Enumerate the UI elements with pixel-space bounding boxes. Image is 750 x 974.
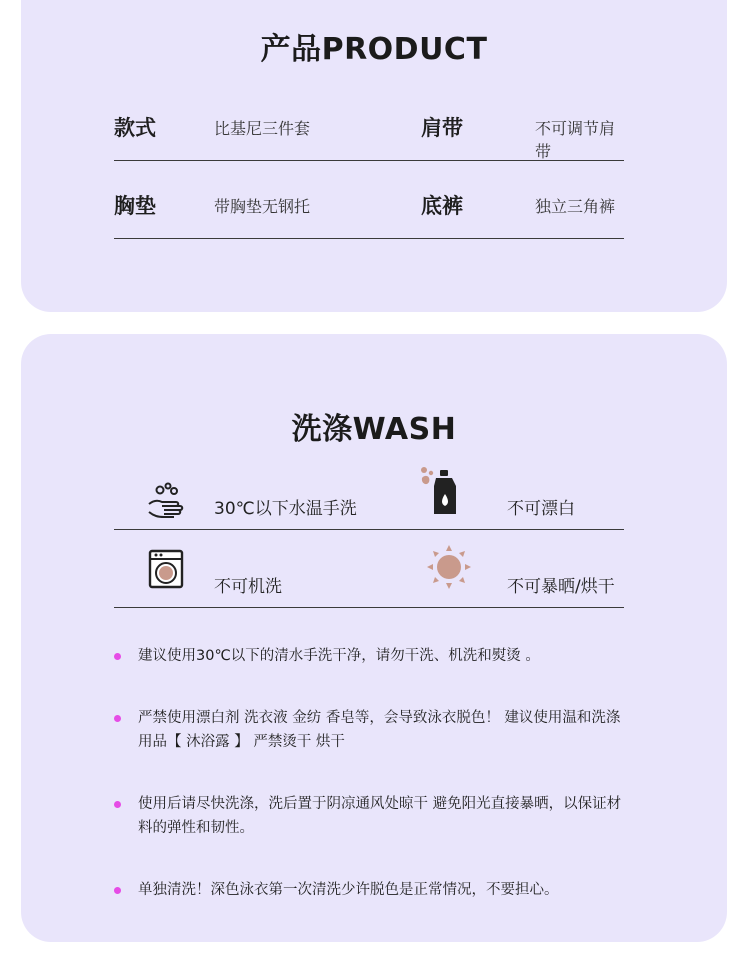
wash-card: [21, 334, 727, 942]
bottom-key: 底裤: [421, 194, 463, 218]
bottom-value: 独立三角裤: [535, 197, 616, 216]
note-text: 严禁使用漂白剂 洗衣液 金纺 香皂等，会导致泳衣脱色！ 建议使用温和洗涤用品【 沐浴露 】 严禁烫干 烘干: [138, 710, 621, 750]
product-row: [114, 100, 624, 161]
wash-row: [114, 550, 624, 608]
note-text: 使用后请尽快洗涤，洗后置于阴凉通风处晾干 避免阳光直接暴晒，以保证材料的弹性和韧性。: [138, 796, 622, 836]
pad-value: 带胸垫无钢托: [214, 197, 311, 216]
pad-key: 胸垫: [114, 194, 156, 218]
style-key: 款式: [114, 116, 156, 140]
list-item: [114, 644, 634, 668]
note-text: 单独清洗！深色泳衣第一次清洗少许脱色是正常情况，不要担心。: [138, 882, 559, 898]
wash-title: 洗涤WASH: [291, 412, 457, 447]
list-item: [114, 878, 634, 902]
hand-wash-label: 30℃以下水温手洗: [214, 499, 357, 519]
bullet-dot: [114, 801, 121, 808]
bleach-bottle-icon: [420, 464, 462, 518]
list-item: [114, 792, 634, 840]
list-item: [114, 706, 634, 754]
washing-machine-icon: [148, 549, 186, 591]
bullet-dot: [114, 887, 121, 894]
hand-wash-icon: [146, 482, 190, 522]
sun-icon: [426, 544, 472, 590]
bullet-dot: [114, 653, 121, 660]
note-text: 建议使用30℃以下的清水手洗干净，请勿干洗、机洗和熨烫 。: [138, 648, 540, 664]
product-title: 产品PRODUCT: [260, 32, 488, 67]
strap-key: 肩带: [421, 116, 463, 140]
strap-value: 不可调节肩带: [535, 119, 616, 161]
bullet-dot: [114, 715, 121, 722]
product-row: [114, 178, 624, 239]
no-bleach-label: 不可漂白: [507, 499, 575, 519]
no-machine-wash-label: 不可机洗: [214, 577, 282, 597]
style-value: 比基尼三件套: [214, 119, 311, 138]
product-card: [21, 0, 727, 312]
care-notes: [114, 644, 634, 940]
no-sun-dry-label: 不可暴晒/烘干: [507, 577, 615, 597]
wash-row: [114, 472, 624, 530]
